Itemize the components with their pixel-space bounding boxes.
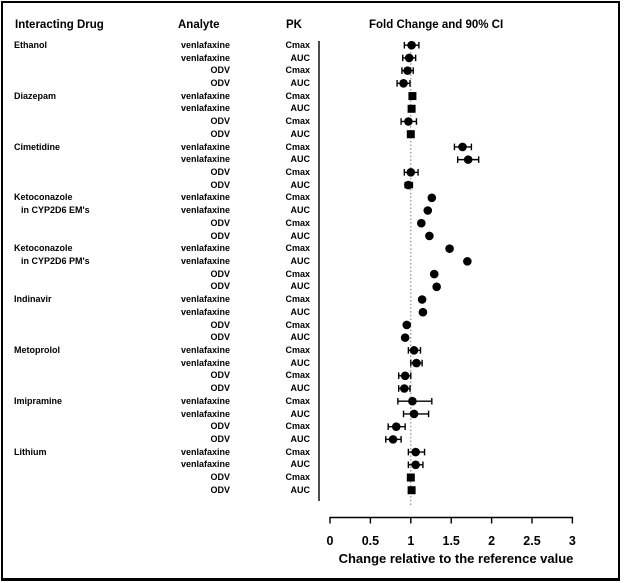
forest-marker (407, 168, 416, 177)
pk-label: AUC (290, 383, 310, 394)
x-axis-tick-label: 1 (407, 534, 415, 548)
pk-label: AUC (290, 230, 310, 241)
pk-label: AUC (290, 357, 310, 368)
analyte-label: ODV (210, 166, 230, 177)
forest-marker (399, 79, 408, 88)
forest-marker (402, 321, 411, 330)
pk-label: Cmax (285, 370, 310, 381)
forest-marker (404, 181, 413, 190)
x-axis-tick-label: 2 (488, 534, 496, 548)
forest-marker (392, 422, 401, 431)
column-header-analyte: Analyte (178, 19, 220, 31)
pk-label: AUC (290, 281, 310, 292)
analyte-label: venlafaxine (180, 345, 230, 355)
pk-label: AUC (290, 408, 310, 419)
analyte-label: venlafaxine (180, 255, 230, 266)
analyte-label: venlafaxine (180, 141, 230, 152)
drug-label: Imipramine (14, 395, 63, 406)
pk-label: AUC (290, 484, 310, 495)
forest-marker-square (408, 92, 416, 100)
forest-marker (410, 346, 419, 355)
forest-marker-square (408, 105, 416, 113)
pk-label: AUC (290, 434, 310, 444)
pk-label: AUC (290, 332, 310, 343)
x-axis-tick-label: 0.5 (361, 534, 380, 548)
analyte-label: venlafaxine (180, 408, 230, 419)
analyte-label: ODV (210, 332, 230, 343)
forest-marker (410, 410, 419, 419)
x-axis-tick-label: 1.5 (442, 534, 460, 548)
forest-marker (389, 435, 398, 444)
analyte-label: ODV (210, 116, 230, 127)
pk-label: Cmax (285, 294, 310, 305)
forest-marker-square (407, 474, 415, 482)
forest-marker (407, 41, 416, 50)
pk-label: Cmax (285, 395, 310, 406)
analyte-label: venlafaxine (180, 306, 230, 317)
analyte-label: ODV (210, 484, 230, 495)
analyte-label: venlafaxine (180, 192, 230, 203)
x-axis-title: Change relative to the reference value (338, 551, 574, 566)
forest-marker (419, 308, 428, 317)
forest-marker (423, 206, 432, 215)
drug-label: Metoprolol (14, 345, 60, 355)
pk-label: AUC (290, 52, 310, 63)
pk-label: Cmax (285, 65, 310, 76)
analyte-label: ODV (210, 421, 230, 432)
analyte-label: ODV (210, 319, 230, 330)
drug-label: Ethanol (14, 39, 47, 50)
pk-label: AUC (290, 306, 310, 317)
forest-marker-square (408, 486, 416, 494)
drug-label: in CYP2D6 PM's (21, 255, 90, 266)
analyte-label: venlafaxine (180, 90, 230, 101)
pk-label: Cmax (285, 90, 310, 101)
analyte-label: venlafaxine (180, 357, 230, 368)
pk-label: AUC (290, 154, 310, 165)
pk-label: Cmax (285, 39, 310, 50)
drug-label: Diazepam (14, 90, 57, 101)
pk-label: AUC (290, 103, 310, 114)
analyte-label: ODV (210, 472, 230, 483)
drug-label: Cimetidine (14, 141, 61, 152)
forest-marker (432, 282, 441, 291)
analyte-label: venlafaxine (180, 459, 230, 470)
analyte-label: venlafaxine (180, 52, 230, 63)
analyte-label: venlafaxine (180, 395, 230, 406)
drug-label: Lithium (14, 446, 47, 457)
forest-marker-square (407, 130, 415, 138)
pk-label: AUC (290, 255, 310, 266)
column-header-interacting-drug: Interacting Drug (15, 19, 104, 31)
analyte-label: ODV (210, 128, 230, 139)
analyte-label: ODV (210, 383, 230, 394)
analyte-label: venlafaxine (180, 243, 230, 254)
analyte-label: venlafaxine (180, 154, 230, 165)
analyte-label: ODV (210, 77, 230, 88)
forest-marker (464, 155, 473, 164)
analyte-label: ODV (210, 370, 230, 381)
forest-marker (425, 232, 434, 241)
drug-label: in CYP2D6 EM's (21, 205, 90, 216)
forest-marker (445, 244, 454, 253)
pk-label: Cmax (285, 446, 310, 457)
drug-label: Indinavir (14, 294, 52, 305)
analyte-label: ODV (210, 281, 230, 292)
forest-marker (430, 270, 439, 279)
forest-marker (418, 295, 427, 304)
x-axis-tick-label: 2.5 (523, 534, 541, 548)
drug-label: Ketoconazole (14, 192, 73, 203)
analyte-label: ODV (210, 434, 230, 444)
forest-marker (403, 66, 412, 75)
forest-marker (463, 257, 472, 266)
analyte-label: ODV (210, 179, 230, 190)
chart-title: Fold Change and 90% CI (369, 19, 504, 31)
pk-label: Cmax (285, 243, 310, 254)
forest-marker (458, 143, 467, 152)
analyte-label: venlafaxine (180, 294, 230, 305)
forest-marker (408, 397, 417, 406)
analyte-label: ODV (210, 230, 230, 241)
forest-marker (417, 219, 426, 228)
forest-marker (412, 359, 421, 368)
analyte-label: venlafaxine (180, 103, 230, 114)
forest-marker (404, 117, 413, 126)
forest-marker (401, 371, 410, 380)
pk-label: AUC (290, 77, 310, 88)
forest-marker (401, 333, 410, 342)
pk-label: AUC (290, 205, 310, 216)
analyte-label: ODV (210, 65, 230, 76)
column-header-pk: PK (286, 19, 302, 31)
analyte-label: ODV (210, 268, 230, 279)
pk-label: Cmax (285, 192, 310, 203)
analyte-label: venlafaxine (180, 39, 230, 50)
x-axis-tick-label: 3 (568, 534, 576, 548)
pk-label: Cmax (285, 268, 310, 279)
pk-label: Cmax (285, 421, 310, 432)
forest-marker (411, 448, 420, 457)
pk-label: Cmax (285, 345, 310, 355)
drug-label: Ketoconazole (14, 243, 73, 254)
analyte-label: venlafaxine (180, 205, 230, 216)
pk-label: AUC (290, 459, 310, 470)
pk-label: Cmax (285, 319, 310, 330)
pk-label: Cmax (285, 141, 310, 152)
pk-label: Cmax (285, 472, 310, 483)
forest-marker (405, 54, 414, 63)
pk-label: AUC (290, 128, 310, 139)
pk-label: Cmax (285, 166, 310, 177)
analyte-label: venlafaxine (180, 446, 230, 457)
pk-label: Cmax (285, 217, 310, 228)
forest-marker (428, 193, 437, 202)
analyte-label: ODV (210, 217, 230, 228)
forest-marker (400, 384, 409, 393)
forest-marker (411, 460, 420, 469)
pk-label: AUC (290, 179, 310, 190)
x-axis-tick-label: 0 (326, 534, 334, 548)
pk-label: Cmax (285, 116, 310, 127)
